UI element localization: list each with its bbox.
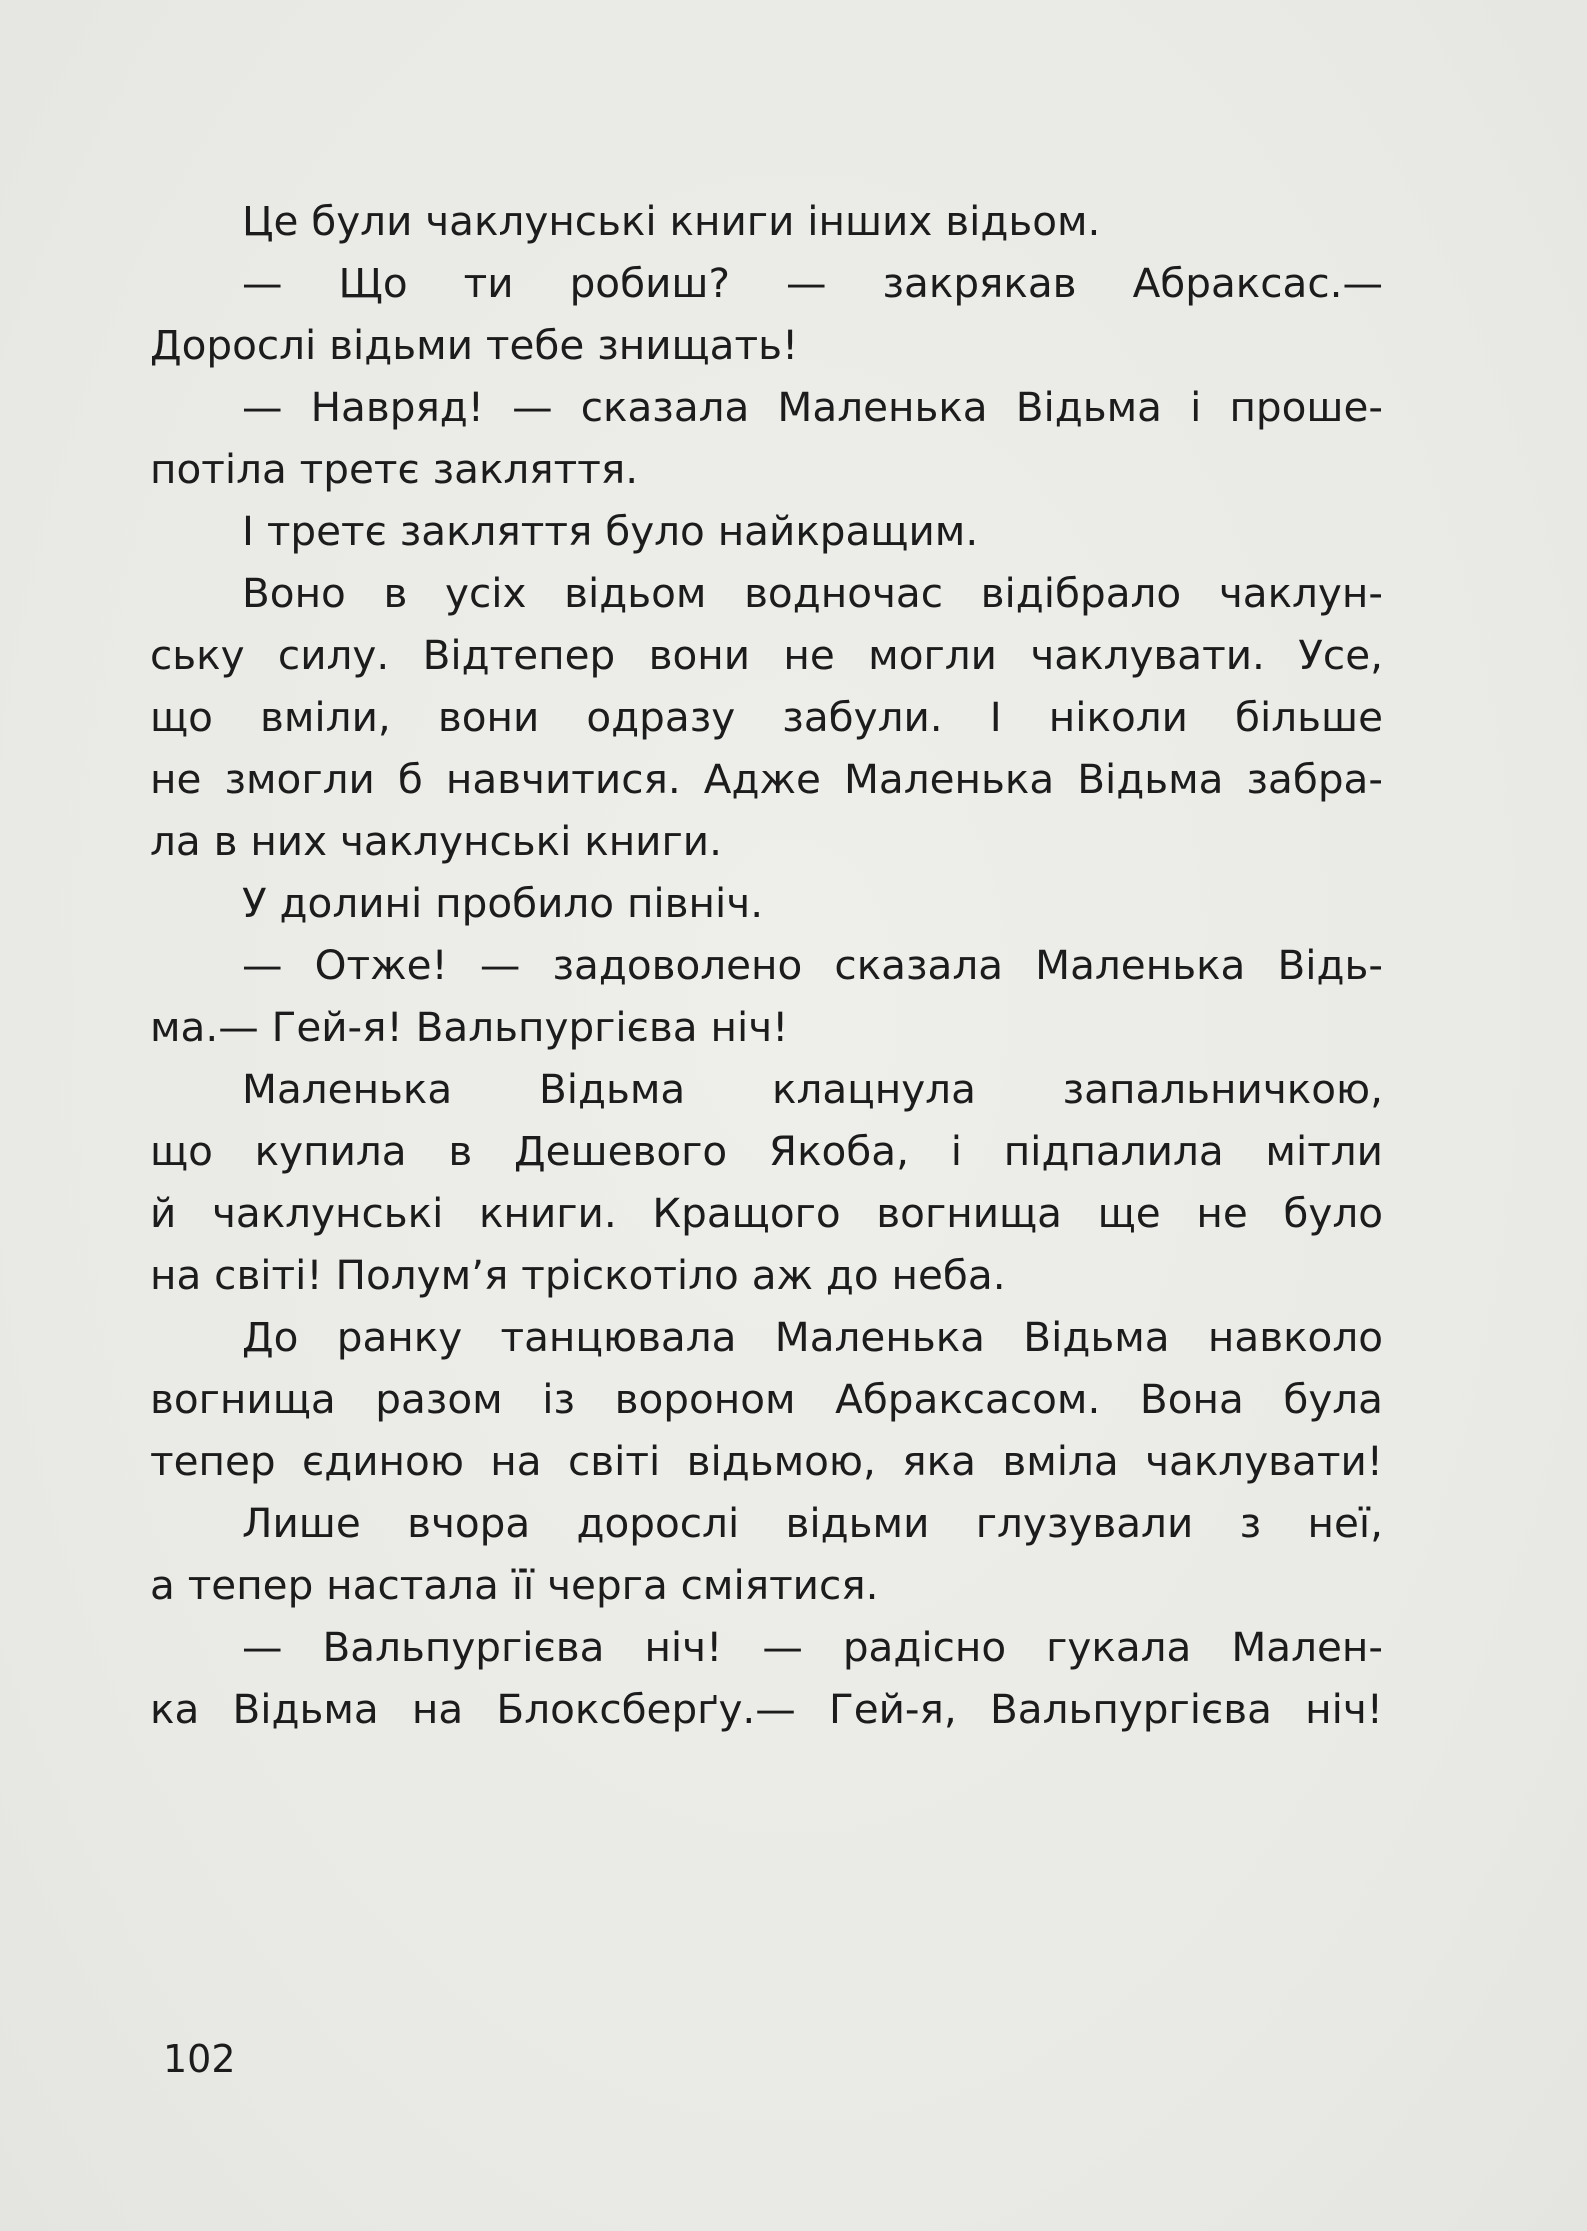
text-line: ла в них чаклунські книги. <box>150 817 722 865</box>
text-line: Це були чаклунські книги інших відьом. <box>242 197 1101 245</box>
text-line: — Навряд! — сказала Маленька Відьма і проше- <box>242 383 1383 431</box>
text-line: До ранку танцювала Маленька Відьма навколо <box>242 1313 1383 1361</box>
text-line: І третє закляття було найкращим. <box>242 507 979 555</box>
body-text <box>150 190 1383 1740</box>
text-line: Дорослі відьми тебе знищать! <box>150 321 799 369</box>
text-line: не змогли б навчитися. Адже Маленька Відьма забра- <box>150 755 1383 803</box>
text-line: вогнища разом із вороном Абраксасом. Вона була <box>150 1375 1383 1423</box>
text-line: на світі! Полум’я тріскотіло аж до неба. <box>150 1251 1006 1299</box>
text-line: Маленька Відьма клацнула запальничкою, <box>242 1065 1383 1113</box>
text-line: ма.— Гей-я! Вальпургієва ніч! <box>150 1003 789 1051</box>
text-line: ську силу. Відтепер вони не могли чаклувати. Усе, <box>150 631 1383 679</box>
text-line: а тепер настала її черга сміятися. <box>150 1561 879 1609</box>
text-line: — Отже! — задоволено сказала Маленька Відь- <box>242 941 1383 989</box>
text-line: що купила в Дешевого Якоба, і підпалила мітли <box>150 1127 1383 1175</box>
text-line: потіла третє закляття. <box>150 445 639 493</box>
text-line: — Вальпургієва ніч! — радісно гукала Мален- <box>242 1623 1383 1671</box>
text-line: що вміли, вони одразу забули. І ніколи більше <box>150 693 1383 741</box>
text-line: — Що ти робиш? — закрякав Абраксас.— <box>242 259 1383 307</box>
text-line: й чаклунські книги. Кращого вогнища ще не було <box>150 1189 1383 1237</box>
text-line: Лише вчора дорослі відьми глузували з неї, <box>242 1499 1383 1547</box>
text-line: тепер єдиною на світі відьмою, яка вміла чаклувати! <box>150 1437 1383 1485</box>
text-line: У долині пробило північ. <box>242 879 764 927</box>
text-line: Воно в усіх відьом водночас відібрало чаклун- <box>242 569 1383 617</box>
page-number: 102 <box>163 2037 236 2081</box>
text-line: ка Відьма на Блоксберґу.— Гей-я, Вальпургієва ніч! <box>150 1685 1383 1733</box>
